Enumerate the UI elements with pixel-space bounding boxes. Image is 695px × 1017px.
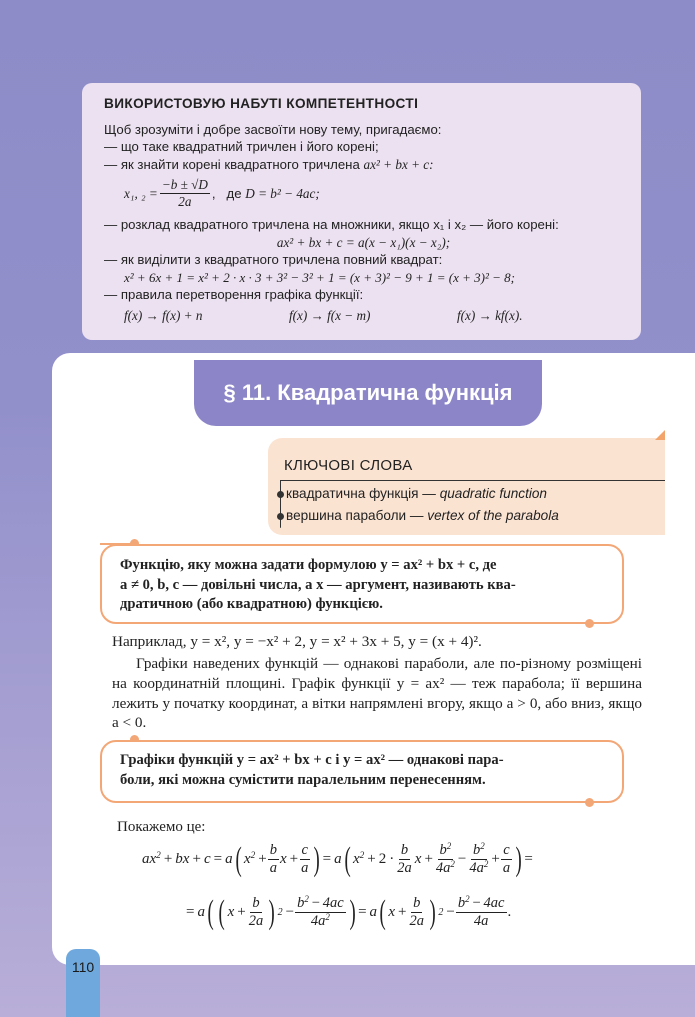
discriminant-formula: D = b² − 4ac;: [245, 185, 320, 201]
factorization-formula: ax² + bx + c = a(x − x₁)(x − x₂);: [276, 234, 451, 250]
box-accent-dot: [585, 798, 594, 807]
keywords-rule: [280, 480, 665, 481]
keywords-title: КЛЮЧОВІ СЛОВА: [284, 457, 413, 474]
keyword-bullet: [277, 513, 284, 520]
recall-item-2-math: ax² + bx + c:: [363, 156, 434, 172]
complete-square-formula: x² + 6x + 1 = x² + 2 · x · 3 + 3² − 3² + 1 = (x + 3)² − 9 + 1 = (x + 3)² − 8;: [124, 269, 515, 285]
recall-box: [82, 83, 641, 340]
recall-item-5: — правила перетворення графіка функції:: [104, 287, 364, 302]
roots-denominator: 2a: [178, 194, 192, 209]
recall-intro: Щоб зрозуміти і добре засвоїти нову тему, пригадаємо:: [104, 121, 442, 137]
statement-box: [100, 740, 624, 803]
roots-numerator: −b ± √D: [161, 177, 208, 192]
page-number: 110: [66, 949, 100, 1017]
definition-box: [100, 544, 624, 624]
recall-item-2: [104, 156, 623, 174]
derivation-line-2: = a ( ( x + $\frac{b}{2a}$ ) 2 − $\frac{b^2 - 4ac}{4a^2}$ ) = a ( x + $\frac{b}{2a}$ ) 2 − $\frac{b^2 - 4ac}{4a}$ .: [186, 893, 512, 931]
body-paragraph: Графіки наведених функцій — однакові параболи, але по-різному розміщені на координатній площині. Графік функції y = ax² — теж парабола; її вершина лежить у початку координат, а вітки напрямлені вгору, якщо a > 0, або вниз, якщо a < 0.: [112, 655, 642, 732]
roots-lhs: x₁, ₂ =: [124, 185, 158, 201]
definition-line-1: Функцію, яку можна задати формулою y = ax² + bx + c, де: [120, 557, 497, 573]
recall-heading: ВИКОРИСТОВУЮ НАБУТІ КОМПЕТЕНТНОСТІ: [104, 96, 419, 111]
keyword-uk: вершина параболи —: [286, 508, 428, 523]
example-line: Наприклад, y = x², y = −x² + 2, y = x² + 3x + 5, y = (x + 4)².: [112, 633, 482, 650]
keyword-item-2: [286, 508, 559, 523]
keyword-item-1: [286, 486, 547, 501]
statement-line-2: боли, які можна сумістити паралельним перенесенням.: [120, 771, 486, 788]
keyword-en: quadratic function: [439, 486, 547, 501]
transform-shift-up: f(x) → f(x) + n: [124, 307, 203, 323]
transforms-row: [124, 307, 623, 325]
show-text: Покажемо це:: [117, 819, 206, 835]
keyword-bullet: [277, 491, 284, 498]
section-title: § 11. Квадратична функція: [194, 360, 542, 426]
keyword-en: vertex of the parabola: [427, 508, 559, 523]
definition-line-3: дратичною (або квадратною) функцією.: [120, 596, 383, 612]
recall-item-2-text: — як знайти корені квадратного тричлена: [104, 156, 364, 172]
box-accent-dot: [585, 619, 594, 628]
statement-line-1: Графіки функцій y = ax² + bx + c і y = ax² — однакові пара-: [120, 752, 504, 768]
recall-item-1: — що таке квадратний тричлен і його корені;: [104, 139, 379, 154]
recall-item-4: — як виділити з квадратного тричлена повний квадрат:: [104, 252, 443, 267]
roots-formula: [124, 177, 623, 210]
keyword-uk: квадратична функція —: [286, 486, 440, 501]
roots-where: , де: [211, 185, 246, 201]
keywords-bracket: [280, 480, 281, 528]
definition-line-2: a ≠ 0, b, c — довільні числа, а x — аргумент, називають ква-: [120, 576, 516, 593]
transform-shift-right: f(x) → f(x − m): [289, 307, 371, 323]
transform-stretch: f(x) → kf(x).: [457, 307, 523, 323]
keywords-corner: [655, 430, 665, 440]
recall-item-3: — розклад квадратного тричлена на множники, якщо x₁ і x₂ — його корені:: [104, 217, 559, 232]
roots-fraction: [160, 177, 210, 210]
derivation-line-1: $ax^2$ + bx + c = a ( $x^2$ + $\frac{b}{a}$ x + $\frac{c}{a}$ ) = a ( $x^2 + 2$ · $\frac{b}{2a}$ x + $\frac{b^2}{4a^2}$ − $\frac{b^2}{4a^2}$ + $\frac{c}{a}$ ) =: [142, 840, 533, 878]
